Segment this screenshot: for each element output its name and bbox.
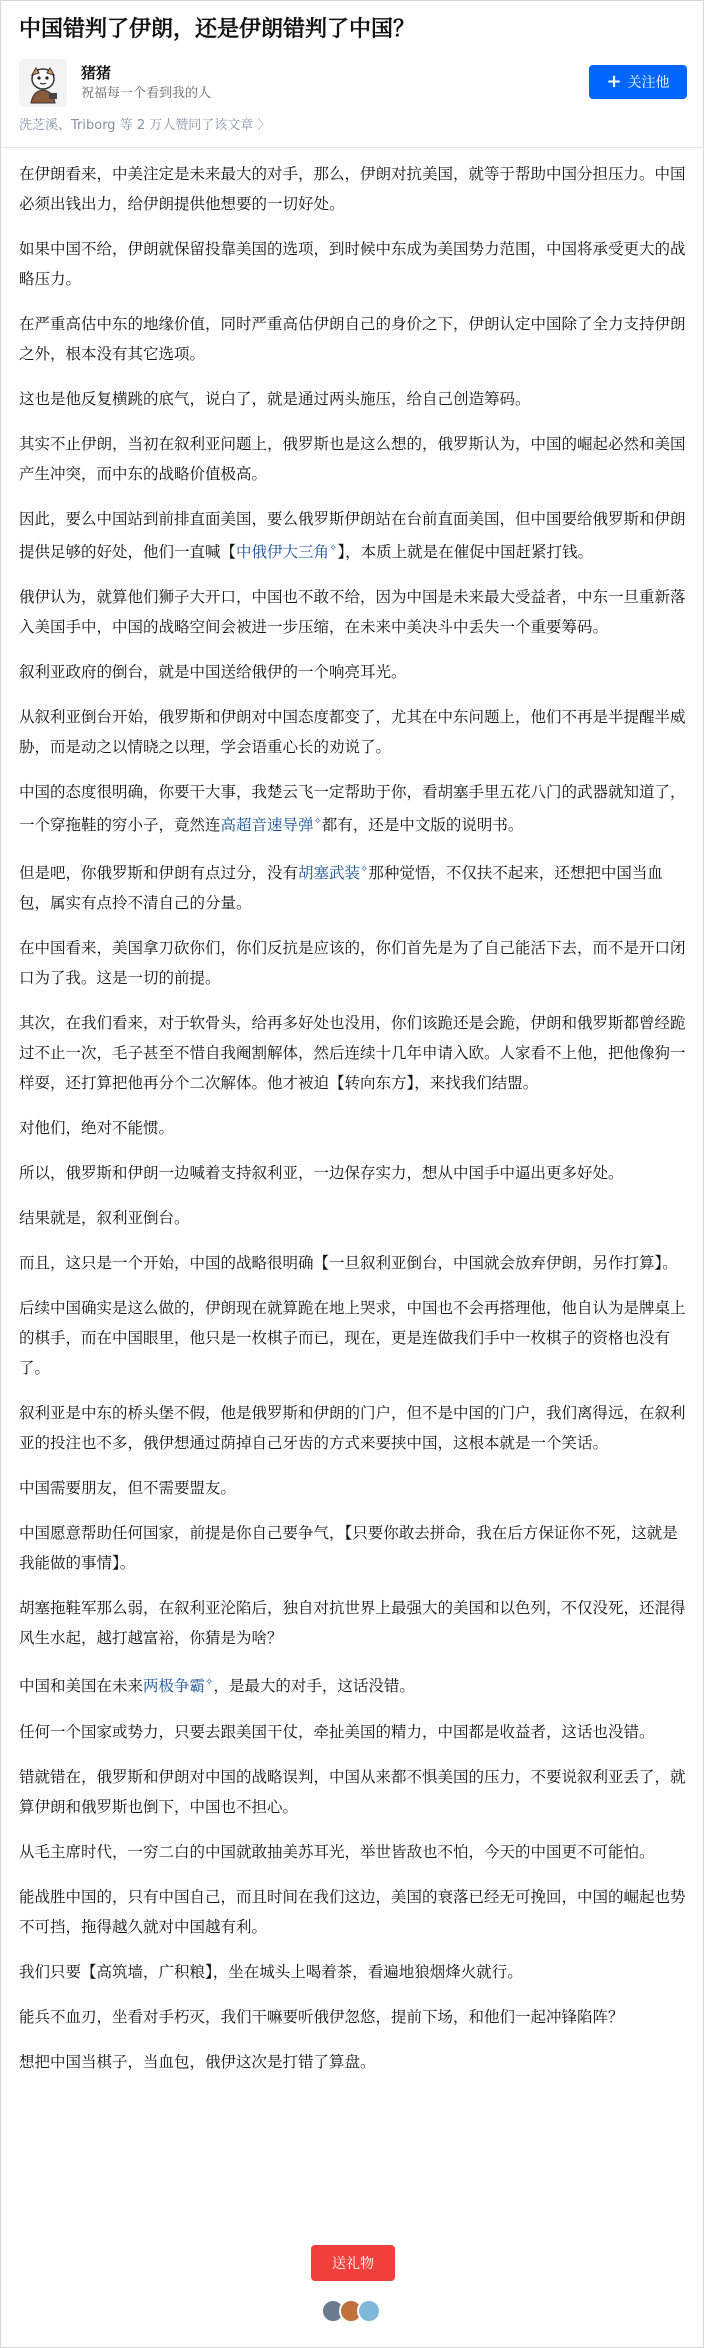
- paragraph-text: 错就错在，俄罗斯和伊朗对中国的战略误判，中国从来都不惧美国的压力，不要说叙利亚丢了，就算伊朗和俄罗斯也倒下，中国也不担心。: [19, 1767, 686, 1816]
- paragraph-text: 能兵不血刃，坐看对手朽灭，我们干嘛要听俄伊忽悠，提前下场，和他们一起冲锋陷阵？: [19, 2007, 624, 2026]
- plus-icon: +: [606, 71, 622, 92]
- follow-label: 关注他: [627, 75, 670, 91]
- paragraph: [19, 1113, 687, 1143]
- paragraph-text: 中国需要朋友，但不需要盟友。: [19, 1479, 237, 1498]
- author-bio: 祝福每一个看到我的人: [81, 86, 212, 101]
- paragraph: [19, 1762, 687, 1822]
- paragraph: [19, 1158, 687, 1188]
- follow-button[interactable]: [589, 65, 687, 99]
- paragraph-text: 从毛主席时代，一穷二白的中国就敢抽美苏耳光，举世皆敌也不怕，今天的中国更不可能怕。: [19, 1842, 655, 1861]
- paragraph: [19, 429, 687, 489]
- paragraph-text: 而且，这只是一个开始，中国的战略很明确【一旦叙利亚倒台，中国就会放弃伊朗，另作打算】。: [19, 1254, 678, 1273]
- paragraph: [19, 1882, 687, 1942]
- paragraph-text: 任何一个国家或势力，只要去跟美国干仗，牵扯美国的精力，中国都是收益者，这话也没错。: [19, 1722, 655, 1741]
- article-body: [19, 159, 687, 2092]
- paragraph: [19, 657, 687, 687]
- link-marker-icon: ✧: [205, 1677, 214, 1689]
- paragraph-text: 那种觉悟，不仅扶不起来，还想把中国当血包，属实有点拎不清自己的分量。: [19, 864, 663, 913]
- paragraph-text: 在中国看来，美国拿刀砍你们，你们反抗是应该的，你们首先是为了自己能活下去，而不是开口闭口为了我。这是一切的前提。: [19, 939, 686, 988]
- paragraph-text: 从叙利亚倒台开始，俄罗斯和伊朗对中国态度都变了，尤其在中东问题上，他们不再是半提醒半威胁，而是动之以情晓之以理，学会语重心长的劝说了。: [19, 708, 686, 757]
- paragraph-text: 其次，在我们看来，对于软骨头，给再多好处也没用，你们该跪还是会跪，伊朗和俄罗斯都曾经跪过不止一次，毛子甚至不惜自我阉割解体，然后连续十几年申请入欧。人家看不上他，把他像狗一样耍，还打算把他再分个二次解体。他才被迫【转向东方】，来找我们结盟。: [19, 1014, 686, 1093]
- voters-summary[interactable]: 洗芝溪、Triborg 等 2 万人赞同了该文章 〉: [19, 118, 271, 133]
- paragraph: [19, 234, 687, 294]
- article-title: 中国错判了伊朗，还是伊朗错判了中国？: [19, 17, 416, 42]
- paragraph: [19, 159, 687, 219]
- paragraph: [19, 1248, 687, 1278]
- paragraph-text: 后续中国确实是这么做的，伊朗现在就算跪在地上哭求，中国也不会再搭理他，他自认为是牌桌上的棋手，而在中国眼里，他只是一枚棋子而已，现在，更是连做我们手中一枚棋子的资格也没有了。: [19, 1299, 686, 1378]
- link-marker-icon: ✧: [329, 543, 338, 554]
- paragraph: [19, 384, 687, 414]
- keyword-link[interactable]: 高超音速导弹: [220, 816, 314, 835]
- paragraph: [19, 504, 687, 567]
- paragraph: [19, 1837, 687, 1867]
- paragraph-text: 叙利亚政府的倒台，就是中国送给俄伊的一个响亮耳光。: [19, 663, 407, 682]
- paragraph: [19, 1398, 687, 1458]
- gifter-avatars: [321, 2299, 381, 2325]
- keyword-link[interactable]: 两极争霸: [143, 1677, 206, 1696]
- paragraph: [19, 1008, 687, 1098]
- paragraph-text: 中国愿意帮助任何国家，前提是你自己要争气，【只要你敢去拼命，我在后方保证你不死，这就是我能做的事情】。: [19, 1524, 678, 1573]
- paragraph-text: 结果就是，叙利亚倒台。: [19, 1209, 190, 1228]
- paragraph-text: ，是最大的对手，这话没错。: [213, 1677, 415, 1696]
- link-marker-icon: ✧: [313, 816, 322, 828]
- paragraph: [19, 1593, 687, 1653]
- paragraph: [19, 855, 687, 918]
- keyword-link[interactable]: 中俄伊大三角: [236, 543, 330, 562]
- paragraph: [19, 1957, 687, 1987]
- link-marker-icon: ✧: [360, 864, 369, 876]
- paragraph-text: 胡塞拖鞋军那么弱，在叙利亚沦陷后，独自对抗世界上最强大的美国和以色列，不仅没死，还混得风生水起，越打越富裕，你猜是为啥？: [19, 1599, 686, 1648]
- paragraph-text: 对他们，绝对不能惯。: [19, 1119, 175, 1138]
- paragraph-text: 其实不止伊朗，当初在叙利亚问题上，俄罗斯也是这么想的，俄罗斯认为，中国的崛起必然和美国产生冲突，而中东的战略价值极高。: [19, 435, 686, 483]
- paragraph: [19, 1518, 687, 1578]
- author-avatar[interactable]: [19, 59, 67, 107]
- paragraph: [19, 1473, 687, 1503]
- paragraph: [19, 1293, 687, 1383]
- paragraph-text: 想把中国当棋子，当血包，俄伊这次是打错了算盘。: [19, 2052, 376, 2071]
- paragraph: [19, 1668, 687, 1701]
- paragraph-text: 这也是他反复横跳的底气，说白了，就是通过两头施压，给自己创造筹码。: [19, 390, 531, 408]
- paragraph: [19, 2002, 687, 2032]
- keyword-link[interactable]: 胡塞武装: [298, 864, 361, 883]
- author-bar: [19, 59, 687, 107]
- paragraph-text: 因此，要么中国站到前排直面美国，要么俄罗斯伊朗站在台前直面美国，但中国要给俄罗斯和伊朗提供足够的好处，他们一直喊【: [19, 510, 686, 562]
- paragraph: [19, 933, 687, 993]
- paragraph-text: 都有，还是中文版的说明书。: [321, 816, 524, 835]
- paragraph-text: 】，本质上就是在催促中国赶紧打钱。: [337, 543, 594, 562]
- send-gift-button[interactable]: 送礼物: [311, 2245, 395, 2281]
- paragraph-text: 但是吧，你俄罗斯和伊朗有点过分，没有: [19, 864, 299, 883]
- divider: [1, 147, 704, 148]
- author-name[interactable]: 猪猪: [81, 64, 112, 82]
- paragraph: [19, 2047, 687, 2077]
- paragraph-text: 中国的态度很明确，你要干大事，我楚云飞一定帮助于你，看胡塞手里五花八门的武器就知道了，一个穿拖鞋的穷小子，竟然连: [19, 783, 686, 835]
- paragraph-text: 在严重高估中东的地缘价值，同时严重高估伊朗自己的身价之下，伊朗认定中国除了全力支持伊朗之外，根本没有其它选项。: [19, 315, 686, 363]
- paragraph-text: 中国和美国在未来: [19, 1677, 144, 1696]
- paragraph: [19, 582, 687, 642]
- gifter-avatar-3-icon[interactable]: [357, 2299, 381, 2323]
- paragraph: [19, 1717, 687, 1747]
- paragraph: [19, 702, 687, 762]
- cartoon-avatar-icon: [19, 59, 67, 107]
- paragraph-text: 我们只要【高筑墙，广积粮】，坐在城头上喝着茶，看遍地狼烟烽火就行。: [19, 1962, 523, 1981]
- paragraph-text: 叙利亚是中东的桥头堡不假，他是俄罗斯和伊朗的门户，但不是中国的门户，我们离得远，在叙利亚的投注也不多，俄伊想通过荫掉自己牙齿的方式来要挟中国，这根本就是一个笑话。: [19, 1404, 686, 1453]
- paragraph-text: 如果中国不给，伊朗就保留投靠美国的选项，到时候中东成为美国势力范围，中国将承受更大的战略压力。: [19, 240, 686, 288]
- paragraph-text: 俄伊认为，就算他们狮子大开口，中国也不敢不给，因为中国是未来最大受益者，中东一旦重新落入美国手中，中国的战略空间会被进一步压缩，在未来中美决斗中丢失一个重要筹码。: [19, 588, 686, 637]
- paragraph-text: 在伊朗看来，中美注定是未来最大的对手，那么，伊朗对抗美国，就等于帮助中国分担压力。中国必须出钱出力，给伊朗提供他想要的一切好处。: [19, 165, 686, 213]
- paragraph: [19, 309, 687, 369]
- paragraph-text: 能战胜中国的，只有中国自己，而且时间在我们这边，美国的衰落已经无可挽回，中国的崛起也势不可挡，拖得越久就对中国越有利。: [19, 1887, 686, 1936]
- paragraph: [19, 1203, 687, 1233]
- paragraph: [19, 777, 687, 840]
- paragraph-text: 所以，俄罗斯和伊朗一边喊着支持叙利亚，一边保存实力，想从中国手中逼出更多好处。: [19, 1164, 624, 1183]
